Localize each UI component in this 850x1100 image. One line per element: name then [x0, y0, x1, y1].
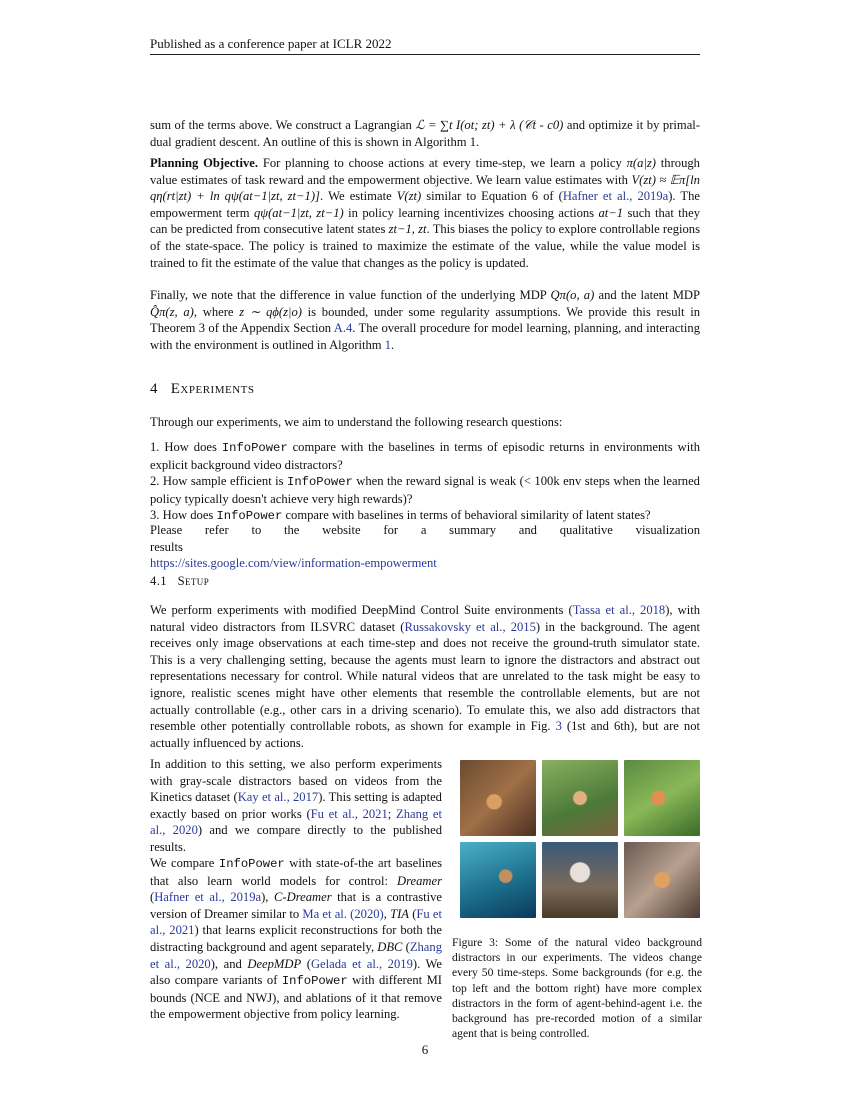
section-link[interactable]: A.4	[333, 321, 353, 336]
header-rule	[150, 54, 700, 55]
citation-link[interactable]: Hafner et al., 2019a	[562, 189, 669, 204]
distractor-image-6	[624, 842, 700, 918]
paragraph-planning: Planning Objective. For planning to choose actions at every time-step, we learn a policy π(a|z) through value estimates of task reward and the empowerment objective. We learn value estimates with V(zt) ≈ 𝔼π[ln qη(rt|zt) + ln qψ(at−1|zt, zt−1)]. We estimate V(zt) similar to Equation 6 of (Hafner et al., 2019a). The empowerment term qψ(at−1|zt, zt−1) in policy learning incentivizes choosing actions at−1 such that they can be predicted from consecutive latent states zt−1, zt. This biases the policy to explore controllable regions of the state-space. The policy is trained to maximize the estimate of the value, while the value model is trained to fit the estimate of the value that changes as the policy is updated.	[150, 156, 700, 270]
citation-link[interactable]: Ma et al. (2020)	[302, 906, 384, 921]
website-paragraph: Please refer to the website for a summary and qualitative visualization results https://sites.google.com/view/information-empowerment	[150, 523, 700, 571]
paragraph-addition: In addition to this setting, we also perform experiments with gray-scale distractors based on videos from the Kinetics dataset (Kay et al., 2017). This setting is adapted exactly based on prior works (Fu et al., 2021; Zhang et al., 2020) and we compare directly to the published results.	[150, 757, 442, 854]
paragraph-heading: Planning Objective.	[150, 156, 259, 170]
citation-link[interactable]: Fu et al., 2021	[150, 906, 442, 938]
citation-link[interactable]: Zhang et al., 2020	[150, 806, 442, 838]
citation-link[interactable]: Hafner et al., 2019a	[154, 890, 262, 905]
question-1: 1. How does InfoPower compare with the baselines in terms of episodic returns in environments with explicit background video distractors?	[150, 440, 701, 472]
running-header: Published as a conference paper at ICLR 2022	[150, 36, 392, 51]
question-3: 3. How does InfoPower compare with baselines in terms of behavioral similarity of latent states?	[150, 508, 651, 524]
citation-link[interactable]: Tassa et al., 2018	[572, 603, 666, 617]
research-questions	[150, 439, 700, 525]
page-number: 6	[421, 1042, 429, 1057]
paragraph-setup: We perform experiments with modified DeepMind Control Suite environments (Tassa et al., 2018), with natural video distractors from ILSVRC dataset (Russakovsky et al., 2015) in the background. The agent receives only image observations at each time-step and does not receive the ground-truth simulator state. This is a very challenging setting, because the agents must learn to ignore the distractors and abstract out representations necessary for control. While natural videos that are unrelated to the task might be easy to ignore, realistic scenes might have other elements that resemble the controllable elements, but are not actually controllable (e.g., other cars in a driving scenario). To emulate this, we also add distractors that resemble other potentially controllable robots, as shown for example in Fig. 3 (1st and 6th), but are not actually influenced by actions.	[150, 603, 700, 750]
distractor-image-3	[624, 760, 700, 836]
figure-link[interactable]: 3	[555, 719, 562, 734]
question-2: 2. How sample efficient is InfoPower when the reward signal is weak (< 100k env steps when the learned policy typically doesn't achieve very high rewards)?	[150, 474, 700, 506]
subsection-heading-setup: 4.1 Setup	[150, 574, 210, 588]
citation-link[interactable]: Fu et al., 2021	[310, 806, 388, 821]
paragraph-lagrangian: sum of the terms above. We construct a Lagrangian ℒ = ∑t I(ot; zt) + λ (𝒞t - c0) and optimize it by primal-dual gradient descent. An outline of this is shown in Algorithm 1.	[150, 118, 700, 149]
citation-link[interactable]: Russakovsky et al., 2015	[404, 619, 536, 634]
citation-link[interactable]: Zhang et al., 2020	[150, 939, 442, 971]
citation-link[interactable]: Gelada et al., 2019	[310, 956, 413, 971]
algorithm-link[interactable]: 1	[384, 337, 392, 352]
paragraph-finally: Finally, we note that the difference in value function of the underlying MDP Qπ(o, a) and the latent MDP Q̂π(z, a), where z ∼ qϕ(z|o) is bounded, under some regularity assumptions. We provide this result in Theorem 3 of the Appendix Section A.4. The overall procedure for model learning, planning, and interacting with the environment is outlined in Algorithm 1.	[150, 288, 700, 352]
figure-caption: Figure 3: Some of the natural video background distractors in our experiments. The videos change every 50 time-steps. Some backgrounds (for e.g. the top left and the bottom right) have more complex distractors in the form of agent-behind-agent i.e. the background has pre-recorded motion of a similar agent that is being controlled.	[452, 936, 702, 1041]
website-link[interactable]: https://sites.google.com/view/information-empowerment	[150, 556, 437, 571]
distractor-image-2	[542, 760, 618, 836]
citation-link[interactable]: Kay et al., 2017	[237, 790, 319, 805]
distractor-image-1	[460, 760, 536, 836]
paragraph-compare: We compare InfoPower with state-of-the art baselines that also learn world models for control: Dreamer (Hafner et al., 2019a), C-Dreamer that is a contrastive version of Dreamer similar to Ma et al. (2020), TIA (Fu et al., 2021) that learns explicit reconstructions for both the distracting background and agent separately, DBC (Zhang et al., 2020), and DeepMDP (Gelada et al., 2019). We also compare variants of InfoPower with different MI bounds (NCE and NWJ), and ablations of it that remove the empowerment objective from policy learning.	[150, 856, 442, 1022]
intro-text: Through our experiments, we aim to understand the following research questions:	[150, 415, 563, 429]
math-lagrangian: ℒ = ∑t I(ot; zt) + λ (𝒞t - c0)	[415, 118, 564, 132]
section-heading-experiments: 4 Experiments	[150, 381, 255, 397]
distractor-image-5	[542, 842, 618, 918]
figure-3	[460, 760, 700, 918]
distractor-image-4	[460, 842, 536, 918]
